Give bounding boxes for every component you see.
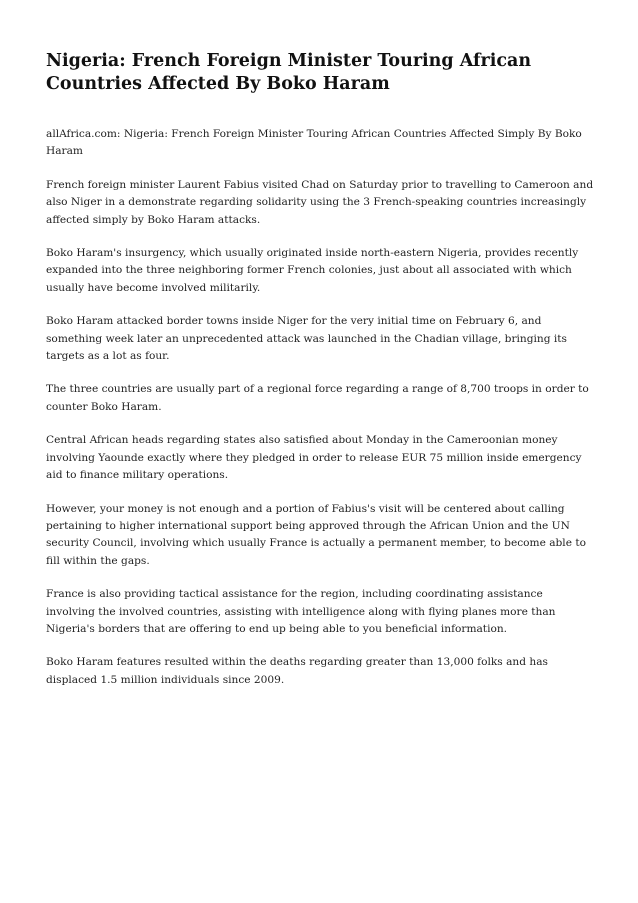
document-page [46, 50, 594, 705]
article-paragraph: Boko Haram features resulted within the deaths regarding greater than 13,000 folks and has displaced 1.5 million individuals since 2009. [46, 656, 548, 686]
article-paragraph: France is also providing tactical assistance for the region, including coordinating assistance involving the involved countries, assisting with intelligence along with flying planes more than Nigeria's borders that are offering to end up being able to you beneficial information. [46, 588, 556, 635]
article-paragraph: Central African heads regarding states also satisfied about Monday in the Cameroonian money involving Yaounde exactly where they pledged in order to release EUR 75 million inside emergency aid to finance military operations. [46, 434, 582, 482]
article-paragraph: Boko Haram's insurgency, which usually originated inside north-eastern Nigeria, provides recently expanded into the three neighboring former French colonies, just about all associated with which usually have become involved militarily. [46, 247, 579, 294]
article-source-line: allAfrica.com: Nigeria: French Foreign Minister Touring African Countries Affected Simply By Boko Haram [46, 128, 582, 158]
article-paragraph: French foreign minister Laurent Fabius visited Chad on Saturday prior to travelling to Cameroon and also Niger in a demonstrate regarding solidarity using the 3 French-speaking countries increasingly affected simply by Boko Haram attacks. [46, 178, 594, 226]
article-title: Nigeria: French Foreign Minister Touring African Countries Affected By Boko Haram [46, 51, 532, 94]
article-paragraph: The three countries are usually part of a regional force regarding a range of 8,700 troops in order to counter Boko Haram. [46, 383, 589, 413]
article-paragraph: However, your money is not enough and a portion of Fabius's visit will be centered about calling pertaining to higher international support being approved through the African Union and the UN security Council, involving which usually France is actually a permanent member, to become able to fill within the gaps. [46, 502, 586, 567]
article-paragraph: Boko Haram attacked border towns inside Niger for the very initial time on February 6, and something week later an unprecedented attack was launched in the Chadian village, bringing its targets as a lot as four. [46, 315, 567, 363]
